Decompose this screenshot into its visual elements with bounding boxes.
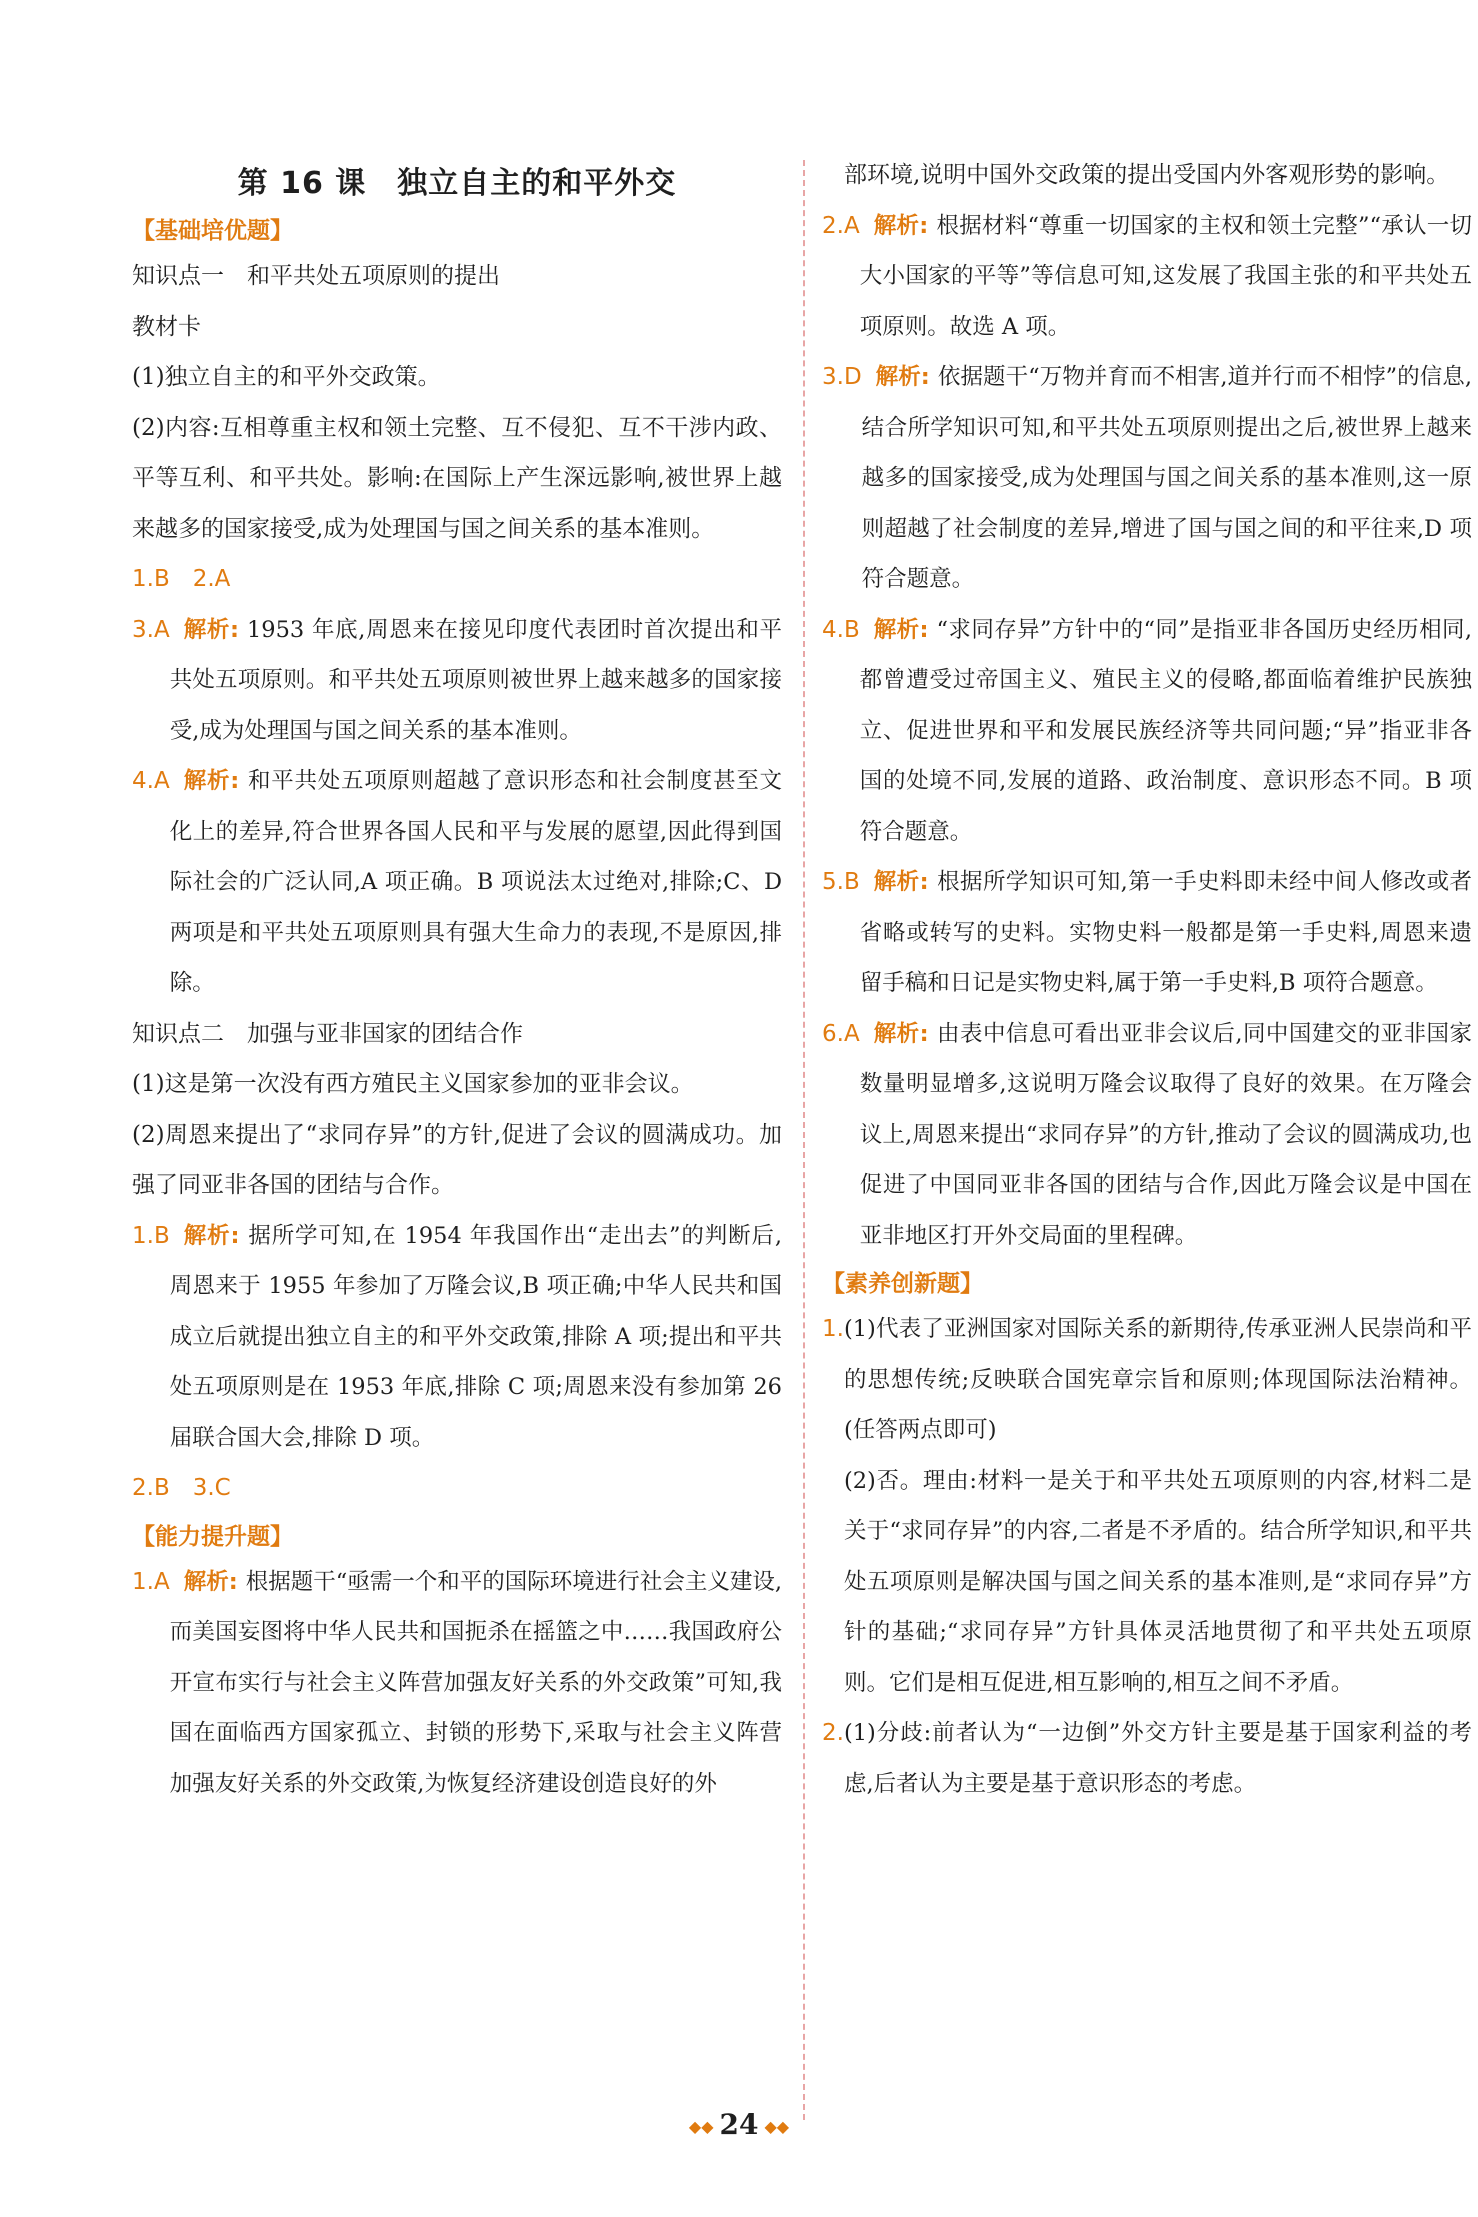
analysis-label: 解析: (873, 616, 929, 643)
page-number-deco-right: ◆◆ (764, 2117, 790, 2136)
page-number (0, 2108, 1478, 2141)
ability-q1-continued: 部环境,说明中国外交政策的提出受国内外客观形势的影响。 (844, 162, 1450, 188)
question-number: 3.D (822, 364, 862, 390)
left-column (132, 150, 782, 1809)
kp2-q1 (132, 1211, 782, 1464)
ability-q2 (822, 201, 1472, 353)
question-number: 5.B (822, 869, 860, 895)
analysis-label: 解析: (183, 1222, 240, 1249)
kp1-q4 (132, 756, 782, 1009)
analysis-text: 和平共处五项原则超越了意识形态和社会制度甚至文化上的差异,符合世界各国人民和平与发展的愿望,因此得到国际社会的广泛认同,A 项正确。B 项说法太过绝对,排除;C、D 两项是和平共处五项原则具有强大生命力的表现,不是原因,排除。 (169, 768, 782, 996)
section-basic: 【基础培优题】 (132, 218, 293, 244)
kp2-answer-1: (1)这是第一次没有西方殖民主义国家参加的亚非会议。 (132, 1071, 694, 1097)
section-literacy: 【素养创新题】 (822, 1271, 983, 1297)
literacy-q1 (822, 1304, 1472, 1708)
question-number: 4.A (132, 768, 170, 794)
question-number: 1.A (132, 1568, 170, 1595)
analysis-text: “求同存异”方针中的“同”是指亚非各国历史经历相同,都曾遭受过帝国主义、殖民主义的侵略,都面临着维护民族独立、促进世界和平和发展民族经济等共同问题;“异”指亚非各国的处境不同,发展的道路、政治制度、意识形态不同。B 项符合题意。 (859, 616, 1473, 845)
literacy-q1-part1: (1)代表了亚洲国家对国际关系的新期待,传承亚洲人民崇尚和平的思想传统;反映联合国宪章宗旨和原则;体现国际法治精神。(任答两点即可) (843, 1316, 1472, 1443)
analysis-label: 解析: (875, 364, 930, 390)
analysis-text: 由表中信息可看出亚非会议后,同中国建交的亚非国家数量明显增多,这说明万隆会议取得了良好的效果。在万隆会议上,周恩来提出“求同存异”的方针,推动了会议的圆满成功,也促进了中国同亚非各国的团结与合作,因此万隆会议是中国在亚非地区打开外交局面的里程碑。 (859, 1020, 1473, 1249)
kp2-answer-2: (2)周恩来提出了“求同存异”的方针,促进了会议的圆满成功。加强了同亚非各国的团结与合作。 (132, 1121, 782, 1198)
kp1-answer-1: (1)独立自主的和平外交政策。 (132, 364, 441, 390)
question-number: 2.A (822, 212, 860, 239)
ability-q4 (822, 605, 1472, 858)
question-number: 1.B (132, 1222, 170, 1249)
analysis-text: 根据所学知识可知,第一手史料即未经中间人修改或者省略或转写的史料。实物史料一般都是第一手史料,周恩来遗留手稿和日记是实物史料,属于第一手史料,B 项符合题意。 (859, 869, 1473, 996)
ability-q6 (822, 1009, 1472, 1262)
analysis-label: 解析: (183, 616, 239, 643)
question-number: 1. (822, 1316, 844, 1342)
analysis-text: 根据题干“亟需一个和平的国际环境进行社会主义建设,而美国妄图将中华人民共和国扼杀在摇篮之中……我国政府公开宣布实行与社会主义阵营加强友好关系的外交政策”可知,我国在面临西方国家孤立、封锁的形势下,采取与社会主义阵营加强友好关系的外交政策,为恢复经济建设创造良好的外 (169, 1568, 783, 1797)
knowledge-point-1: 知识点一 和平共处五项原则的提出 (132, 263, 500, 289)
question-number: 3.A (132, 616, 170, 643)
analysis-label: 解析: (873, 869, 929, 895)
analysis-text: 根据材料“尊重一切国家的主权和领土完整”“承认一切大小国家的平等”等信息可知,这发展了我国主张的和平共处五项原则。故选 A 项。 (859, 212, 1473, 340)
question-number: 2. (822, 1720, 844, 1746)
kp1-q3 (132, 605, 782, 757)
column-divider (803, 160, 805, 2120)
analysis-text: 1953 年底,周恩来在接见印度代表团时首次提出和平共处五项原则。和平共处五项原则被世界上越来越多的国家接受,成为处理国与国之间关系的基本准则。 (169, 616, 782, 744)
knowledge-point-2: 知识点二 加强与亚非国家的团结合作 (132, 1020, 523, 1047)
ability-q5 (822, 857, 1472, 1009)
analysis-label: 解析: (873, 1020, 929, 1047)
textbook-card-label: 教材卡 (132, 313, 201, 340)
literacy-q2-part1: (1)分歧:前者认为“一边倒”外交方针主要是基于国家利益的考虑,后者认为主要是基于意识形态的考虑。 (843, 1720, 1472, 1797)
analysis-label: 解析: (183, 768, 240, 794)
page-number-deco-left: ◆◆ (688, 2117, 714, 2136)
ability-q1 (132, 1557, 782, 1810)
question-number: 6.A (822, 1020, 860, 1047)
lesson-title: 第 16 课 独立自主的和平外交 (237, 166, 677, 201)
question-number: 4.B (822, 616, 860, 643)
analysis-text: 依据题干“万物并育而不相害,道并行而不相悖”的信息,结合所学知识可知,和平共处五项原则提出之后,被世界上越来越多的国家接受,成为处理国与国之间关系的基本准则,这一原则超越了社会制度的差异,增进了国与国之间的和平往来,D 项符合题意。 (861, 364, 1473, 592)
page-number-text: 24 (719, 2108, 759, 2141)
ability-q3 (822, 352, 1472, 605)
kp1-answer-2: (2)内容:互相尊重主权和领土完整、互不侵犯、互不干涉内政、平等互利、和平共处。影响:在国际上产生深远影响,被世界上越来越多的国家接受,成为处理国与国之间关系的基本准则。 (132, 414, 782, 542)
kp1-answers-short: 1.B 2.A (132, 566, 231, 592)
analysis-label: 解析: (873, 212, 929, 239)
analysis-text: 据所学可知,在 1954 年我国作出“走出去”的判断后,周恩来于 1955 年参加了万隆会议,B 项正确;中华人民共和国成立后就提出独立自主的和平外交政策,排除 A 项;提出和平共处五项原则是在 1953 年底,排除 C 项;周恩来没有参加第 26 届联合国大会,排除 D 项。 (169, 1222, 782, 1451)
right-column (822, 150, 1472, 1809)
literacy-q2 (822, 1708, 1472, 1809)
section-ability: 【能力提升题】 (132, 1523, 293, 1550)
kp2-answers-short: 2.B 3.C (132, 1475, 231, 1501)
literacy-q1-part2: (2)否。理由:材料一是关于和平共处五项原则的内容,材料二是关于“求同存异”的内容,二者是不矛盾的。结合所学知识,和平共处五项原则是解决国与国之间关系的基本准则,是“求同存异”方针的基础;“求同存异”方针具体灵活地贯彻了和平共处五项原则。它们是相互促进,相互影响的,相互之间不矛盾。 (843, 1467, 1472, 1696)
analysis-label: 解析: (183, 1568, 238, 1595)
